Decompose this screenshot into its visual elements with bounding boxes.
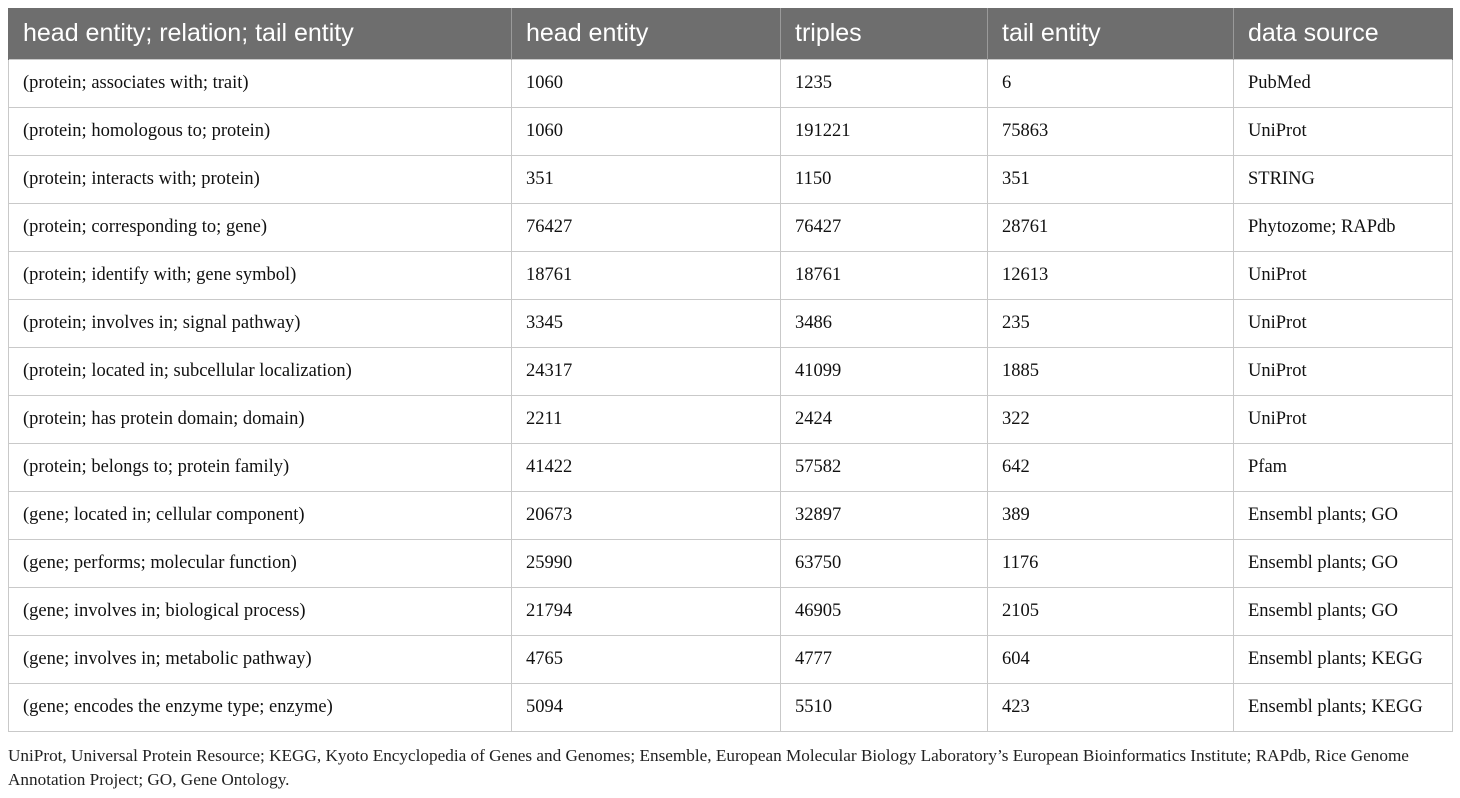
cell-triples: 18761 (781, 252, 988, 300)
table-header (9, 8, 1453, 60)
table-row (9, 252, 1453, 300)
cell-relation: (protein; corresponding to; gene) (9, 204, 512, 252)
cell-head-entity: 5094 (512, 684, 781, 732)
cell-relation: (gene; performs; molecular function) (9, 540, 512, 588)
cell-tail-entity: 12613 (988, 252, 1234, 300)
cell-relation: (protein; involves in; signal pathway) (9, 300, 512, 348)
table-row (9, 300, 1453, 348)
cell-triples: 3486 (781, 300, 988, 348)
cell-relation: (protein; located in; subcellular localization) (9, 348, 512, 396)
header-row (9, 8, 1453, 60)
cell-tail-entity: 351 (988, 156, 1234, 204)
cell-head-entity: 3345 (512, 300, 781, 348)
cell-data-source: PubMed (1234, 60, 1453, 108)
cell-tail-entity: 389 (988, 492, 1234, 540)
cell-triples: 1150 (781, 156, 988, 204)
table-row (9, 348, 1453, 396)
cell-relation: (protein; interacts with; protein) (9, 156, 512, 204)
table-row (9, 684, 1453, 732)
cell-head-entity: 24317 (512, 348, 781, 396)
cell-triples: 191221 (781, 108, 988, 156)
cell-head-entity: 4765 (512, 636, 781, 684)
table-row (9, 60, 1453, 108)
cell-tail-entity: 28761 (988, 204, 1234, 252)
cell-triples: 1235 (781, 60, 988, 108)
cell-relation: (protein; has protein domain; domain) (9, 396, 512, 444)
cell-data-source: Phytozome; RAPdb (1234, 204, 1453, 252)
cell-tail-entity: 604 (988, 636, 1234, 684)
table-row (9, 108, 1453, 156)
cell-tail-entity: 2105 (988, 588, 1234, 636)
cell-head-entity: 1060 (512, 60, 781, 108)
cell-relation: (gene; encodes the enzyme type; enzyme) (9, 684, 512, 732)
table-row (9, 636, 1453, 684)
cell-tail-entity: 235 (988, 300, 1234, 348)
cell-relation: (protein; identify with; gene symbol) (9, 252, 512, 300)
table-row (9, 204, 1453, 252)
knowledge-graph-triples-table (8, 8, 1453, 732)
data-table-container (8, 8, 1452, 732)
cell-data-source: Ensembl plants; GO (1234, 588, 1453, 636)
header-tail-entity: tail entity (988, 8, 1234, 60)
cell-triples: 57582 (781, 444, 988, 492)
table-footnote: UniProt, Universal Protein Resource; KEGG, Kyoto Encyclopedia of Genes and Genomes; Ensemble, European Molecular Biology Laboratory’s European Bioinformatics Institute; RAPdb, Rice Genome Annotation Project; GO, Gene Ontology. (8, 746, 1409, 789)
cell-data-source: UniProt (1234, 108, 1453, 156)
cell-triples: 5510 (781, 684, 988, 732)
cell-head-entity: 20673 (512, 492, 781, 540)
cell-triples: 46905 (781, 588, 988, 636)
table-row (9, 492, 1453, 540)
cell-data-source: STRING (1234, 156, 1453, 204)
cell-data-source: Ensembl plants; KEGG (1234, 636, 1453, 684)
cell-head-entity: 21794 (512, 588, 781, 636)
cell-tail-entity: 1885 (988, 348, 1234, 396)
cell-triples: 63750 (781, 540, 988, 588)
cell-relation: (protein; belongs to; protein family) (9, 444, 512, 492)
cell-data-source: Ensembl plants; KEGG (1234, 684, 1453, 732)
table-row (9, 540, 1453, 588)
cell-data-source: UniProt (1234, 396, 1453, 444)
cell-tail-entity: 6 (988, 60, 1234, 108)
cell-tail-entity: 423 (988, 684, 1234, 732)
header-data-source: data source (1234, 8, 1453, 60)
table-row (9, 396, 1453, 444)
table-body (9, 60, 1453, 732)
cell-data-source: Ensembl plants; GO (1234, 492, 1453, 540)
cell-triples: 41099 (781, 348, 988, 396)
cell-triples: 4777 (781, 636, 988, 684)
cell-relation: (gene; involves in; biological process) (9, 588, 512, 636)
cell-triples: 32897 (781, 492, 988, 540)
cell-relation: (protein; associates with; trait) (9, 60, 512, 108)
header-head-entity: head entity (512, 8, 781, 60)
cell-tail-entity: 1176 (988, 540, 1234, 588)
table-row (9, 444, 1453, 492)
cell-triples: 2424 (781, 396, 988, 444)
cell-head-entity: 41422 (512, 444, 781, 492)
cell-data-source: Pfam (1234, 444, 1453, 492)
cell-tail-entity: 322 (988, 396, 1234, 444)
cell-head-entity: 76427 (512, 204, 781, 252)
table-row (9, 156, 1453, 204)
cell-tail-entity: 75863 (988, 108, 1234, 156)
cell-triples: 76427 (781, 204, 988, 252)
cell-head-entity: 25990 (512, 540, 781, 588)
table-row (9, 588, 1453, 636)
cell-head-entity: 18761 (512, 252, 781, 300)
cell-relation: (protein; homologous to; protein) (9, 108, 512, 156)
cell-data-source: UniProt (1234, 252, 1453, 300)
cell-data-source: UniProt (1234, 348, 1453, 396)
cell-tail-entity: 642 (988, 444, 1234, 492)
cell-head-entity: 351 (512, 156, 781, 204)
cell-data-source: UniProt (1234, 300, 1453, 348)
cell-data-source: Ensembl plants; GO (1234, 540, 1453, 588)
cell-head-entity: 2211 (512, 396, 781, 444)
cell-relation: (gene; located in; cellular component) (9, 492, 512, 540)
cell-head-entity: 1060 (512, 108, 781, 156)
cell-relation: (gene; involves in; metabolic pathway) (9, 636, 512, 684)
header-relation: head entity; relation; tail entity (9, 8, 512, 60)
header-triples: triples (781, 8, 988, 60)
